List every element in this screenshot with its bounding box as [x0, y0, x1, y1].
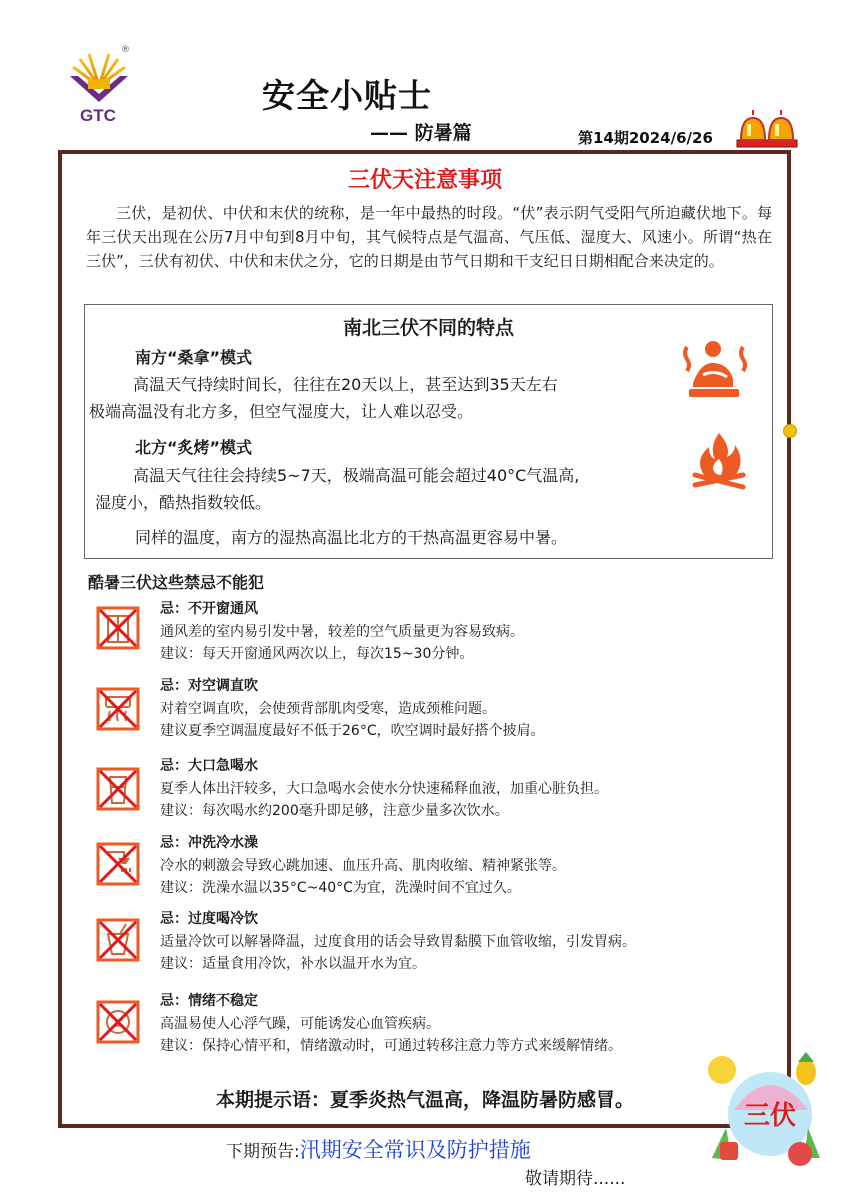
sanfu-illustration-icon	[700, 1050, 836, 1175]
frame-dot	[783, 424, 797, 438]
taboo-desc: 高温易使人心浮气躁，可能诱发心血管疾病。	[160, 1016, 440, 1032]
taboo-desc: 夏季人体出汗较多，大口急喝水会使水分快速稀释血液，加重心脏负担。	[160, 781, 608, 797]
taboo-desc: 冷水的刺激会导致心跳加速、血压升高、肌肉收缩、精神紧张等。	[160, 858, 566, 874]
taboo-title: 忌：对空调直吹	[160, 678, 258, 694]
page-title: 安全小贴士	[262, 76, 432, 115]
taboo-desc: 通风差的室内易引发中暑，较差的空气质量更为容易致病。	[160, 624, 524, 640]
warning-lamps-icon	[736, 108, 798, 148]
taboo-item	[0, 834, 850, 914]
taboo-title: 忌：情绪不稳定	[160, 993, 258, 1009]
taboo-advice: 建议：洗澡水温以35°C~40°C为宜，洗澡时间不宜过久。	[160, 880, 521, 896]
taboo-title: 忌：大口急喝水	[160, 758, 258, 774]
await-text: 敬请期待......	[525, 1169, 626, 1189]
taboos-heading: 酷暑三伏这些禁忌不能犯	[88, 573, 265, 592]
logo-text: GTC	[80, 106, 116, 125]
taboo-advice: 建议：保持心情平和，情绪激动时，可通过转移注意力等方式来缓解情绪。	[160, 1038, 622, 1054]
taboo-item	[0, 757, 850, 837]
next-issue-label: 下期预告:	[226, 1142, 300, 1162]
taboo-item	[0, 910, 850, 990]
tip-line: 本期提示语：夏季炎热气温高，降温防暑防感冒。	[215, 1089, 634, 1111]
no-gulping-water-icon	[96, 767, 140, 811]
sanfu-art-text: 三伏	[743, 1101, 797, 1131]
next-issue-topic: 汛期安全常识及防护措施	[299, 1138, 531, 1162]
taboo-title: 忌：冲洗冷水澡	[160, 835, 258, 851]
taboo-advice: 建议：每天开窗通风两次以上，每次15~30分钟。	[160, 646, 474, 662]
no-cold-drinks-icon	[96, 918, 140, 962]
page-subtitle: —— 防暑篇	[370, 122, 472, 144]
comparison-box	[84, 304, 773, 559]
taboo-title: 忌：不开窗通风	[160, 601, 258, 617]
taboo-item	[0, 677, 850, 757]
section-title: 三伏天注意事项	[347, 168, 502, 193]
taboo-advice: 建议：适量食用冷饮，补水以温开水为宜。	[160, 956, 426, 972]
next-issue	[226, 1134, 531, 1164]
north-line-2: 湿度小，酷热指数较低。	[95, 493, 272, 512]
south-line-1: 高温天气持续时间长，往往在20天以上，甚至达到35天左右	[133, 375, 558, 394]
no-cold-shower-icon	[96, 842, 140, 886]
taboo-advice: 建议：每次喝水约200毫升即足够，注意少量多次饮水。	[160, 803, 509, 819]
no-ac-blowing-icon	[96, 687, 140, 731]
comparison-title: 南北三伏不同的特点	[342, 317, 514, 339]
sauna-icon	[681, 335, 749, 401]
registered-mark: ®	[121, 45, 130, 55]
north-line-1: 高温天气往往会持续5~7天，极端高温可能会超过40°C气温高,	[133, 466, 580, 485]
south-heading: 南方“桑拿”模式	[135, 348, 253, 367]
taboo-desc: 对着空调直吹，会使颈背部肌肉受寒，造成颈椎问题。	[160, 701, 496, 717]
conclusion-line: 同样的温度，南方的湿热高温比北方的干热高温更容易中暑。	[135, 528, 568, 547]
taboo-title: 忌：过度喝冷饮	[160, 911, 258, 927]
taboo-item	[0, 600, 850, 680]
north-heading: 北方“炙烤”模式	[135, 438, 253, 457]
issue-date: 第14期2024/6/26	[578, 129, 713, 147]
fire-icon	[691, 429, 747, 491]
south-line-2: 极端高温没有北方多，但空气湿度大，让人难以忍受。	[89, 402, 474, 421]
no-closed-window-icon	[96, 606, 140, 650]
taboo-advice: 建议夏季空调温度最好不低于26°C，吹空调时最好搭个披肩。	[160, 723, 545, 739]
taboo-desc: 适量冷饮可以解暑降温，过度食用的话会导致胃黏膜下血管收缩，引发胃病。	[160, 934, 636, 950]
intro-paragraph: 三伏，是初伏、中伏和末伏的统称，是一年中最热的时段。“伏”表示阴气受阳气所迫藏伏地下。每年三伏天出现在公历7月中旬到8月中旬，其气候特点是气温高、气压低、湿度大、风速小。所谓“热在三伏”，三伏有初伏、中伏和末伏之分，它的日期是由节气日期和干支纪日日期相配合来决定的。	[86, 204, 772, 270]
no-unstable-emotion-icon	[96, 1000, 140, 1044]
